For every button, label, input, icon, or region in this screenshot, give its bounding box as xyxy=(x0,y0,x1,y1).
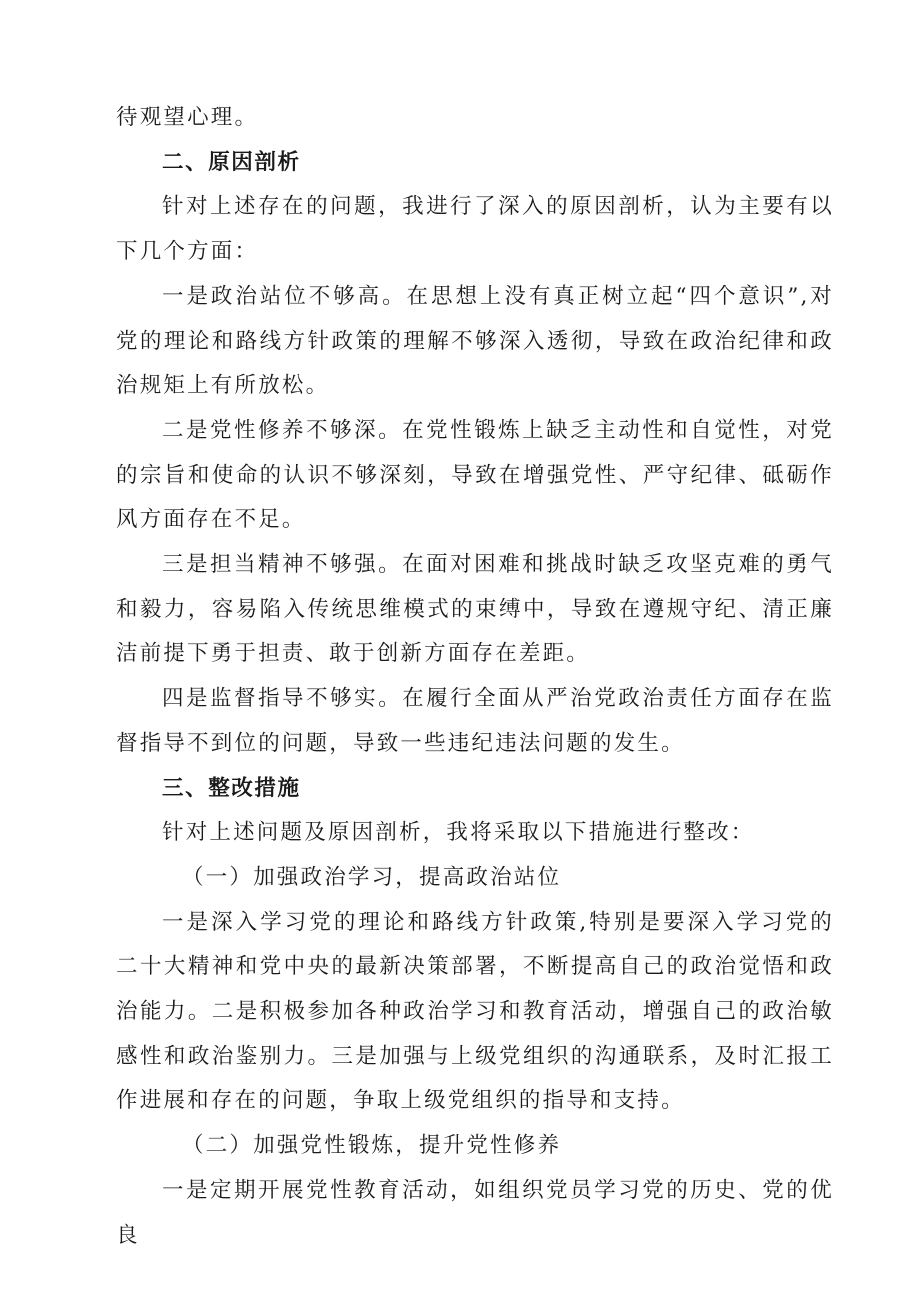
paragraph-reason-1: 一是政治站位不够高。在思想上没有真正树立起“四个意识”,对党的理论和路线方针政策的理解不够深入透彻，导致在政治纪律和政治规矩上有所放松。 xyxy=(116,283,834,399)
document-body xyxy=(116,96,834,1258)
paragraph-reason-2: 二是党性修养不够深。在党性锻炼上缺乏主动性和自觉性，对党的宗旨和使命的认识不够深刻，导致在增强党性、严守纪律、砥砺作风方面存在不足。 xyxy=(116,417,834,533)
paragraph-measures-intro: 针对上述问题及原因剖析，我将采取以下措施进行整改： xyxy=(162,820,755,846)
subheading-party-spirit: （二）加强党性锻炼，提升党性修养 xyxy=(182,1133,562,1159)
paragraph-reason-4: 四是监督指导不够实。在履行全面从严治党政治责任方面存在监督指导不到位的问题，导致一些违纪违法问题的发生。 xyxy=(116,686,834,756)
section-heading-rectification: 三、整改措施 xyxy=(162,775,301,801)
subheading-political-study: （一）加强政治学习，提高政治站位 xyxy=(182,864,562,890)
section-heading-cause-analysis: 二、原因剖析 xyxy=(162,149,301,175)
paragraph-measure-2: 一是定期开展党性教育活动，如组织党员学习党的历史、党的优良 xyxy=(116,1177,834,1248)
paragraph-measure-1: 一是深入学习党的理论和路线方针政策,特别是要深入学习党的二十大精神和党中央的最新决策部署，不断提高自己的政治觉悟和政治能力。二是积极参加各种政治学习和教育活动，增强自己的政治敏感性和政治鉴别力。三是加强与上级党组织的沟通联系，及时汇报工作进展和存在的问题，争取上级党组织的指导和支持。 xyxy=(116,909,834,1114)
paragraph-continuation: 待观望心理。 xyxy=(116,105,259,130)
paragraph-reason-3: 三是担当精神不够强。在面对困难和挑战时缺乏攻坚克难的勇气和毅力，容易陷入传统思维模式的束缚中，导致在遵规守纪、清正廉洁前提下勇于担责、敢于创新方面存在差距。 xyxy=(116,552,834,667)
paragraph-analysis-intro: 针对上述存在的问题，我进行了深入的原因剖析，认为主要有以下几个方面： xyxy=(116,194,834,265)
